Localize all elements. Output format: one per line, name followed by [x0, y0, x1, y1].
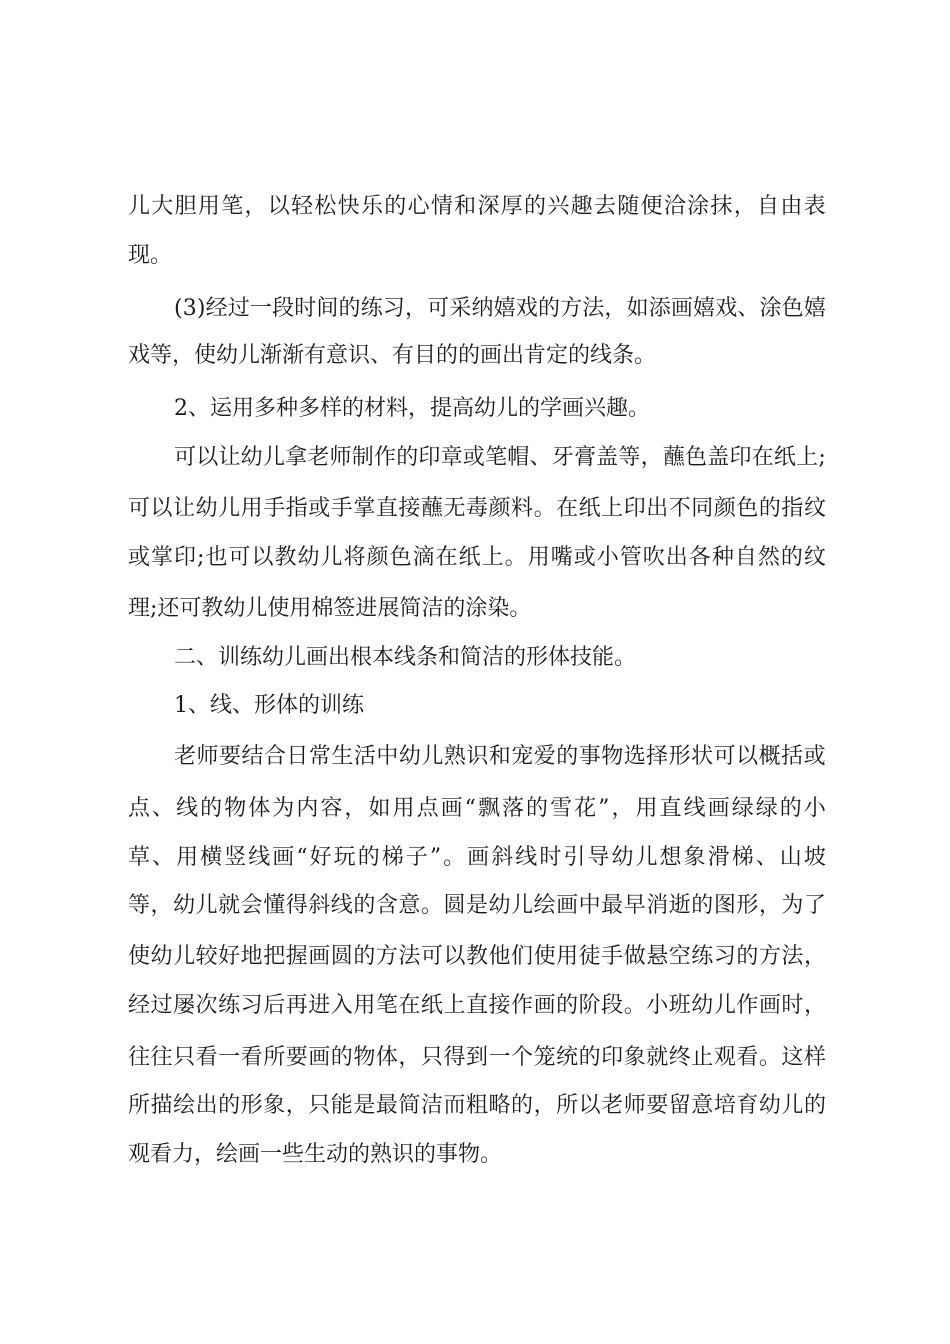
text-line-17: 经 过 屡 次 练 习 后 再 进 入 用 笔 在 纸 上 直 接 作 画 的 阶 段 。 小 班 幼 儿 作 画 时 ， — [128, 993, 826, 1018]
text-line-7: 可 以 让 幼 儿 用 手 指 或 手 掌 直 接 蘸 无 毒 颜 料 。 在 纸 上 印 出 不 同 颜 色 的 指 纹 — [128, 496, 826, 521]
text-line-10: 二、训练幼儿画出根本线条和简洁的形体技能。 — [174, 645, 637, 670]
text-line-14: 草 、 用 横 竖 线 画 “ 好 玩 的 梯 子 ” 。 画 斜 线 时 引 导 幼 儿 想 象 滑 梯 、 山 坡 — [128, 845, 826, 870]
text-line-12: 老 师 要 结 合 日 常 生 活 中 幼 儿 熟 识 和 宠 爱 的 事 物 选 择 形 状 可 以 概 括 或 — [174, 744, 826, 769]
text-line-18: 往 往 只 看 一 看 所 要 画 的 物 体 ， 只 得 到 一 个 笼 统 的 印 象 就 终 止 观 看 。 这 样 — [128, 1045, 826, 1070]
text-line-2: 现。 — [128, 243, 173, 268]
text-line-13: 点 、 线 的 物 体 为 内 容 ， 如 用 点 画 “ 飘 落 的 雪 花 ” ， 用 直 线 画 绿 绿 的 小 — [128, 796, 826, 821]
text-line-16: 使 幼 儿 较 好 地 把 握 画 圆 的 方 法 可 以 教 他 们 使 用 徒 手 做 悬 空 练 习 的 方 法 ， — [128, 944, 826, 969]
text-line-3: ( 3 ) 经 过 一 段 时 间 的 练 习 ， 可 采 纳 嬉 戏 的 方 法 ， 如 添 画 嬉 戏 、 涂 色 嬉 — [174, 296, 826, 321]
text-line-6: 可 以 让 幼 儿 拿 老 师 制 作 的 印 章 或 笔 帽 、 牙 膏 盖 等 ， 蘸 色 盖 印 在 纸 上 ; — [174, 445, 826, 470]
text-line-15: 等 ， 幼 儿 就 会 懂 得 斜 线 的 含 意 。 圆 是 幼 儿 绘 画 中 最 早 消 逝 的 图 形 ， 为 了 — [128, 893, 826, 918]
text-line-19: 所 描 绘 出 的 形 象 ， 只 能 是 最 简 洁 而 粗 略 的 ， 所 以 老 师 要 留 意 培 育 幼 儿 的 — [128, 1093, 826, 1118]
text-line-5: 2、运用多种多样的材料，提高幼儿的学画兴趣。 — [174, 396, 650, 421]
text-line-11: 1、线、形体的训练 — [174, 693, 364, 718]
text-line-20: 观看力，绘画一些生动的熟识的事物。 — [128, 1142, 503, 1167]
text-line-8: 或 掌 印 ; 也 可 以 教 幼 儿 将 颜 色 滴 在 纸 上 。 用 嘴 或 小 管 吹 出 各 种 自 然 的 纹 — [128, 545, 826, 570]
text-line-1: 儿 大 胆 用 笔 ， 以 轻 松 快 乐 的 心 情 和 深 厚 的 兴 趣 去 随 便 洽 涂 抹 ， 自 由 表 — [128, 194, 826, 219]
text-line-4: 戏等，使幼儿渐渐有意识、有目的的画出肯定的线条。 — [128, 343, 657, 368]
text-line-9: 理;还可教幼儿使用棉签进展简洁的涂染。 — [128, 596, 532, 621]
